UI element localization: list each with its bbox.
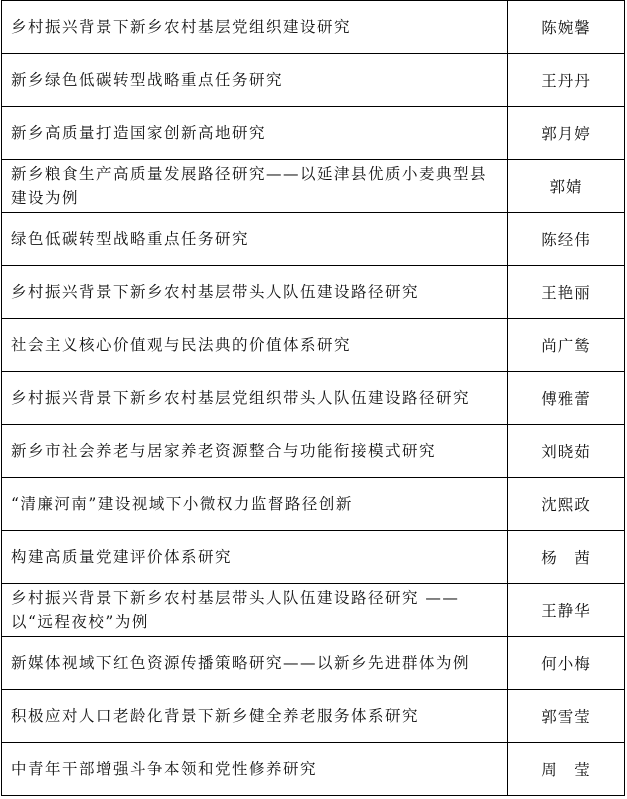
table-row <box>2 54 625 107</box>
author-name: 王静华 <box>508 584 625 637</box>
topic-title: 新乡绿色低碳转型战略重点任务研究 <box>2 54 508 107</box>
author-name: 杨 茜 <box>508 531 625 584</box>
topic-title: 乡村振兴背景下新乡农村基层带头人队伍建设路径研究 <box>2 266 508 319</box>
topic-title: 中青年干部增强斗争本领和党性修养研究 <box>2 743 508 796</box>
author-name: 郭婧 <box>508 160 625 213</box>
author-name: 陈经伟 <box>508 213 625 266</box>
topic-title: 新媒体视域下红色资源传播策略研究——以新乡先进群体为例 <box>2 637 508 690</box>
topic-title: 绿色低碳转型战略重点任务研究 <box>2 213 508 266</box>
table-row <box>2 372 625 425</box>
topic-title: 乡村振兴背景下新乡农村基层带头人队伍建设路径研究 ——以“远程夜校”为例 <box>2 584 508 637</box>
author-name: 沈熙政 <box>508 478 625 531</box>
topic-title: 新乡市社会养老与居家养老资源整合与功能衔接模式研究 <box>2 425 508 478</box>
author-name: 周 莹 <box>508 743 625 796</box>
author-name: 郭雪莹 <box>508 690 625 743</box>
topic-title: 乡村振兴背景下新乡农村基层党组织建设研究 <box>2 1 508 54</box>
table-row <box>2 213 625 266</box>
topic-title: 乡村振兴背景下新乡农村基层党组织带头人队伍建设路径研究 <box>2 372 508 425</box>
table-row <box>2 584 625 637</box>
table-row <box>2 425 625 478</box>
table-row <box>2 266 625 319</box>
topic-title: 新乡粮食生产高质量发展路径研究——以延津县优质小麦典型县建设为例 <box>2 160 508 213</box>
author-name: 郭月婷 <box>508 107 625 160</box>
table-row <box>2 637 625 690</box>
topic-title: 积极应对人口老龄化背景下新乡健全养老服务体系研究 <box>2 690 508 743</box>
author-name: 傅雅蕾 <box>508 372 625 425</box>
table-row <box>2 319 625 372</box>
table-row <box>2 478 625 531</box>
table-row <box>2 1 625 54</box>
author-name: 王艳丽 <box>508 266 625 319</box>
author-name: 尚广鸶 <box>508 319 625 372</box>
author-name: 刘晓茹 <box>508 425 625 478</box>
research-topic-table <box>1 0 625 796</box>
table-row <box>2 160 625 213</box>
topic-title: 社会主义核心价值观与民法典的价值体系研究 <box>2 319 508 372</box>
topic-title: “清廉河南”建设视域下小微权力监督路径创新 <box>2 478 508 531</box>
author-name: 王丹丹 <box>508 54 625 107</box>
table-row <box>2 107 625 160</box>
table-row <box>2 690 625 743</box>
topic-title: 新乡高质量打造国家创新高地研究 <box>2 107 508 160</box>
author-name: 陈婉馨 <box>508 1 625 54</box>
author-name: 何小梅 <box>508 637 625 690</box>
table-row <box>2 531 625 584</box>
table-row <box>2 743 625 796</box>
topic-title: 构建高质量党建评价体系研究 <box>2 531 508 584</box>
